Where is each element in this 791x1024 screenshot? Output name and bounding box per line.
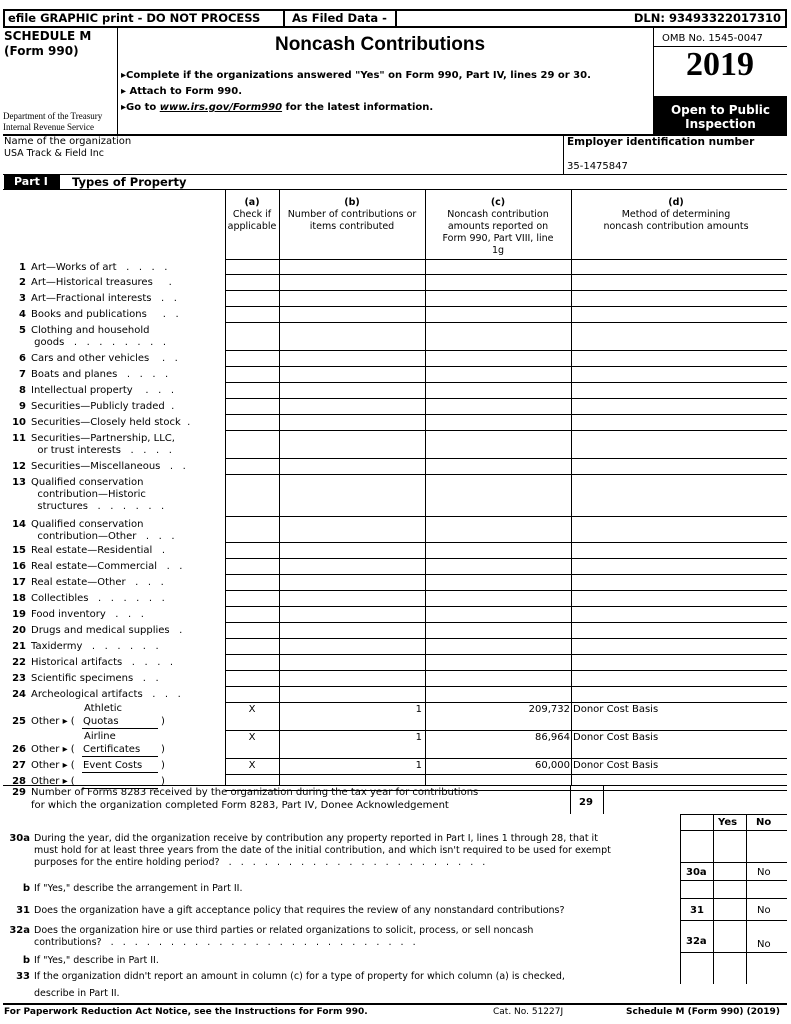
instruction-complete: ▸Complete if the organizations answered "Yes" on Form 990, Part IV, lines 29 or 30.	[121, 70, 591, 81]
row-5-col-a-cell[interactable]	[226, 323, 278, 349]
row-16-col-d-cell[interactable]	[572, 559, 786, 573]
row-17-col-b-cell[interactable]	[280, 575, 424, 589]
row-number: 2	[19, 277, 26, 288]
footer-notice: For Paperwork Reduction Act Notice, see the Instructions for Form 990.	[4, 1007, 368, 1017]
row-10-col-b-cell[interactable]	[280, 415, 424, 429]
row-23-col-c-cell[interactable]	[426, 671, 570, 685]
q31-box-label: 31	[690, 905, 704, 916]
row-15-col-c-cell[interactable]	[426, 543, 570, 557]
row-12-col-d-cell[interactable]	[572, 459, 786, 473]
row-label: Collectibles . . . . . .	[31, 593, 165, 604]
q32a-box-label: 32a	[686, 936, 707, 947]
row-17-col-c-cell[interactable]	[426, 575, 570, 589]
row-label: Archeological artifacts . . .	[31, 689, 181, 700]
q32a-text-2: contributions? . . . . . . . . . . . . . . . . . . . . . . . . . .	[34, 937, 416, 948]
row-number: 27	[12, 760, 26, 771]
row-divider	[225, 758, 787, 759]
part-i-title: Types of Property	[72, 175, 187, 189]
row-6-col-c-cell[interactable]	[426, 351, 570, 365]
row-number: 21	[12, 641, 26, 652]
row-7-col-a-cell[interactable]	[226, 367, 278, 381]
irs-form990-link[interactable]: www.irs.gov/Form990	[159, 102, 283, 113]
row-24-col-c-cell[interactable]	[426, 687, 570, 701]
row-11-col-c-cell[interactable]	[426, 431, 570, 457]
row-6-col-a-cell[interactable]	[226, 351, 278, 365]
row-9-col-b-cell[interactable]	[280, 399, 424, 413]
row-22-col-a-cell[interactable]	[226, 655, 278, 669]
row-divider	[225, 730, 787, 731]
row-15-col-d-cell[interactable]	[572, 543, 786, 557]
q31-number: 31	[16, 905, 30, 916]
row-27-col-c-amount[interactable]: 60,000	[535, 760, 570, 771]
row-number: 26	[12, 744, 26, 755]
other-close-paren: )	[161, 744, 165, 755]
row-label: Securities—Closely held stock .	[31, 417, 191, 428]
row-10-col-a-cell[interactable]	[226, 415, 278, 429]
row-9-col-d-cell[interactable]	[572, 399, 786, 413]
q32a-number: 32a	[9, 925, 30, 936]
row-4-col-a-cell[interactable]	[226, 307, 278, 321]
part-i-label: Part I	[4, 175, 60, 189]
inspection-label: Inspection	[685, 117, 756, 131]
org-name-label: Name of the organization	[4, 136, 132, 147]
instruction-attach: ▸ Attach to Form 990.	[121, 86, 243, 97]
row-27-col-d-method[interactable]: Donor Cost Basis	[573, 760, 659, 771]
other-description-field[interactable]: Quotas	[82, 716, 158, 729]
row-14-col-a-cell[interactable]	[226, 517, 278, 541]
row-8-col-d-cell[interactable]	[572, 383, 786, 397]
row-number: 12	[12, 461, 26, 472]
row-21-col-a-cell[interactable]	[226, 639, 278, 653]
row-8-col-c-cell[interactable]	[426, 383, 570, 397]
q32b-number: b	[22, 955, 30, 966]
row-number: 7	[19, 369, 26, 380]
row-number: 13	[12, 477, 26, 488]
q30a-answer: No	[757, 867, 771, 878]
row-label: Food inventory . . .	[31, 609, 144, 620]
row-number: 16	[12, 561, 26, 572]
instruction-goto: ▸Go to www.irs.gov/Form990 for the latest information.	[121, 102, 434, 113]
row-18-col-a-cell[interactable]	[226, 591, 278, 605]
row-9-col-a-cell[interactable]	[226, 399, 278, 413]
omb-number: OMB No. 1545-0047	[662, 33, 763, 44]
row-22-col-d-cell[interactable]	[572, 655, 786, 669]
row-number: 15	[12, 545, 26, 556]
dln-label: DLN: 93493322017310	[633, 11, 781, 25]
row-26-col-b-count[interactable]: 1	[415, 732, 422, 743]
row-label: Cars and other vehicles . .	[31, 353, 178, 364]
other-close-paren: )	[161, 776, 165, 787]
other-description-line-1: Airline	[84, 731, 116, 742]
row-12-col-a-cell[interactable]	[226, 459, 278, 473]
ein-label: Employer identification number	[567, 136, 755, 148]
other-description-field[interactable]: Certificates	[82, 744, 158, 757]
q30a-box-label: 30a	[686, 867, 707, 878]
row-24-col-b-cell[interactable]	[280, 687, 424, 701]
row-19-col-a-cell[interactable]	[226, 607, 278, 621]
row-1-col-c-cell[interactable]	[426, 260, 570, 273]
row-8-col-a-cell[interactable]	[226, 383, 278, 397]
row-25-col-b-count[interactable]: 1	[415, 704, 422, 715]
row-26-col-a-checkbox[interactable]: X	[248, 732, 256, 743]
row-19-col-b-cell[interactable]	[280, 607, 424, 621]
row-13-col-b-cell[interactable]	[280, 475, 424, 515]
row-number: 9	[19, 401, 26, 412]
other-label: Other ▸ (	[31, 760, 75, 771]
row-1-col-a-cell[interactable]	[226, 260, 278, 273]
row-label: Real estate—Commercial . .	[31, 561, 183, 572]
q30a-text-3: purposes for the entire holding period? . . . . . . . . . . . . . . . . . . . . . .	[34, 857, 486, 868]
footer-schedule: Schedule M (Form 990) (2019)	[626, 1007, 780, 1017]
row-number: 22	[12, 657, 26, 668]
row-label: Clothing and household goods . . . . . . . .	[31, 325, 167, 348]
row-25-col-d-method[interactable]: Donor Cost Basis	[573, 704, 659, 715]
row-27-col-b-count[interactable]: 1	[415, 760, 422, 771]
row-4-col-c-cell[interactable]	[426, 307, 570, 321]
row-label: Securities—Miscellaneous . .	[31, 461, 186, 472]
col-d-header: (d) Method of determining noncash contribution amounts	[603, 197, 749, 232]
q31-text: Does the organization have a gift acceptance policy that requires the review of any nonstandard contributions?	[34, 905, 565, 916]
row-14-col-d-cell[interactable]	[572, 517, 786, 541]
row-7-col-b-cell[interactable]	[280, 367, 424, 381]
row-5-col-b-cell[interactable]	[280, 323, 424, 349]
no-header: No	[756, 817, 772, 828]
row-number: 11	[12, 433, 26, 444]
row-label: Historical artifacts . . . .	[31, 657, 174, 668]
row-6-col-b-cell[interactable]	[280, 351, 424, 365]
footer-cat-no: Cat. No. 51227J	[493, 1007, 564, 1017]
row-23-col-a-cell[interactable]	[226, 671, 278, 685]
row-17-col-a-cell[interactable]	[226, 575, 278, 589]
row-26-col-c-amount[interactable]: 86,964	[535, 732, 570, 743]
row-label: Scientific specimens . .	[31, 673, 159, 684]
row-2-col-b-cell[interactable]	[280, 275, 424, 289]
row-7-col-d-cell[interactable]	[572, 367, 786, 381]
row-16-col-b-cell[interactable]	[280, 559, 424, 573]
row-number: 23	[12, 673, 26, 684]
other-close-paren: )	[161, 760, 165, 771]
row-1-col-d-cell[interactable]	[572, 260, 786, 273]
row-21-col-d-cell[interactable]	[572, 639, 786, 653]
q30a-number: 30a	[9, 833, 30, 844]
row-16-col-c-cell[interactable]	[426, 559, 570, 573]
line-29-number: 29	[12, 787, 26, 798]
row-10-col-c-cell[interactable]	[426, 415, 570, 429]
row-24-col-d-cell[interactable]	[572, 687, 786, 701]
row-label: Art—Works of art . . . .	[31, 262, 168, 273]
row-18-col-d-cell[interactable]	[572, 591, 786, 605]
tax-year: 2019	[686, 46, 754, 83]
row-number: 17	[12, 577, 26, 588]
row-21-col-b-cell[interactable]	[280, 639, 424, 653]
row-9-col-c-cell[interactable]	[426, 399, 570, 413]
row-label: Art—Historical treasures .	[31, 277, 172, 288]
yes-header: Yes	[718, 817, 738, 828]
row-number: 3	[19, 293, 26, 304]
row-13-col-a-cell[interactable]	[226, 475, 278, 515]
other-close-paren: )	[161, 716, 165, 727]
q33-number: 33	[16, 971, 30, 982]
row-divider	[225, 774, 787, 775]
row-2-col-d-cell[interactable]	[572, 275, 786, 289]
row-number: 19	[12, 609, 26, 620]
row-12-col-b-cell[interactable]	[280, 459, 424, 473]
ein-value: 35-1475847	[567, 161, 628, 172]
row-18-col-b-cell[interactable]	[280, 591, 424, 605]
line-29-text-1: Number of Forms 8283 received by the organization during the tax year for contributions	[31, 787, 479, 798]
other-label: Other ▸ (	[31, 744, 75, 755]
row-label: Boats and planes . . . .	[31, 369, 169, 380]
row-13-col-c-cell[interactable]	[426, 475, 570, 515]
row-divider	[225, 702, 787, 703]
row-3-col-a-cell[interactable]	[226, 291, 278, 305]
row-11-col-d-cell[interactable]	[572, 431, 786, 457]
row-20-col-a-cell[interactable]	[226, 623, 278, 637]
row-23-col-d-cell[interactable]	[572, 671, 786, 685]
efile-label: efile GRAPHIC print - DO NOT PROCESS	[5, 11, 285, 26]
row-20-col-c-cell[interactable]	[426, 623, 570, 637]
row-number: 5	[19, 325, 26, 336]
row-1-col-b-cell[interactable]	[280, 260, 424, 273]
row-4-col-b-cell[interactable]	[280, 307, 424, 321]
other-description-line-1: Athletic	[84, 703, 123, 714]
row-5-col-d-cell[interactable]	[572, 323, 786, 349]
other-label: Other ▸ (	[31, 776, 75, 787]
filed-label: As Filed Data -	[289, 11, 397, 26]
row-10-col-d-cell[interactable]	[572, 415, 786, 429]
row-24-col-a-cell[interactable]	[226, 687, 278, 701]
row-8-col-b-cell[interactable]	[280, 383, 424, 397]
row-label: Securities—Publicly traded .	[31, 401, 175, 412]
row-11-col-b-cell[interactable]	[280, 431, 424, 457]
row-11-col-a-cell[interactable]	[226, 431, 278, 457]
row-15-col-a-cell[interactable]	[226, 543, 278, 557]
efile-header-bar	[3, 9, 787, 28]
row-12-col-c-cell[interactable]	[426, 459, 570, 473]
row-19-col-c-cell[interactable]	[426, 607, 570, 621]
row-label: Real estate—Residential .	[31, 545, 166, 556]
row-13-col-d-cell[interactable]	[572, 475, 786, 515]
row-20-col-b-cell[interactable]	[280, 623, 424, 637]
row-17-col-d-cell[interactable]	[572, 575, 786, 589]
q30b-number: b	[22, 883, 30, 894]
row-18-col-c-cell[interactable]	[426, 591, 570, 605]
row-22-col-b-cell[interactable]	[280, 655, 424, 669]
q30b-text: If "Yes," describe the arrangement in Part II.	[34, 883, 243, 894]
row-number: 14	[12, 519, 26, 530]
org-name: USA Track & Field Inc	[4, 148, 104, 159]
irs-label: Internal Revenue Service	[3, 122, 94, 132]
q32a-text-1: Does the organization hire or use third parties or related organizations to solicit, process, or sell noncash	[34, 925, 534, 936]
other-description-field[interactable]: Event Costs	[82, 760, 158, 773]
row-4-col-d-cell[interactable]	[572, 307, 786, 321]
row-label: Intellectual property . . .	[31, 385, 175, 396]
row-19-col-d-cell[interactable]	[572, 607, 786, 621]
q31-answer: No	[757, 905, 771, 916]
row-label: Taxidermy . . . . . .	[31, 641, 159, 652]
line-29-text-2: for which the organization completed Form 8283, Part IV, Donee Acknowledgement	[31, 800, 449, 811]
col-b-header: (b) Number of contributions or items contributed	[287, 197, 417, 232]
row-22-col-c-cell[interactable]	[426, 655, 570, 669]
line-29-box-label: 29	[579, 797, 593, 808]
row-number: 28	[12, 776, 26, 787]
row-3-col-d-cell[interactable]	[572, 291, 786, 305]
q33-text-2: describe in Part II.	[34, 988, 120, 999]
row-25-col-a-checkbox[interactable]: X	[248, 704, 256, 715]
row-label: Real estate—Other . . .	[31, 577, 164, 588]
row-number: 25	[12, 716, 26, 727]
row-15-col-b-cell[interactable]	[280, 543, 424, 557]
row-14-col-c-cell[interactable]	[426, 517, 570, 541]
q32a-answer: No	[757, 939, 771, 950]
row-number: 4	[19, 309, 26, 320]
row-label: Qualified conservation contribution—Historic structures . . . . . .	[31, 477, 165, 512]
col-a-header: (a) Check if applicable	[227, 197, 277, 232]
row-2-col-c-cell[interactable]	[426, 275, 570, 289]
row-5-col-c-cell[interactable]	[426, 323, 570, 349]
row-number: 18	[12, 593, 26, 604]
row-23-col-b-cell[interactable]	[280, 671, 424, 685]
row-3-col-b-cell[interactable]	[280, 291, 424, 305]
row-number: 8	[19, 385, 26, 396]
form-ref: (Form 990)	[4, 44, 79, 58]
row-label: Art—Fractional interests . .	[31, 293, 177, 304]
dept-label: Department of the Treasury	[3, 111, 103, 121]
row-2-col-a-cell[interactable]	[226, 275, 278, 289]
row-label: Securities—Partnership, LLC, or trust interests . . . .	[31, 433, 175, 456]
row-21-col-c-cell[interactable]	[426, 639, 570, 653]
row-3-col-c-cell[interactable]	[426, 291, 570, 305]
row-16-col-a-cell[interactable]	[226, 559, 278, 573]
row-label: Drugs and medical supplies .	[31, 625, 183, 636]
row-label: Books and publications . .	[31, 309, 179, 320]
schedule-label: SCHEDULE M	[4, 29, 92, 43]
other-label: Other ▸ (	[31, 716, 75, 727]
row-20-col-d-cell[interactable]	[572, 623, 786, 637]
row-25-col-c-amount[interactable]: 209,732	[528, 704, 570, 715]
row-number: 20	[12, 625, 26, 636]
row-26-col-d-method[interactable]: Donor Cost Basis	[573, 732, 659, 743]
col-c-header: (c) Noncash contribution amounts reported on Form 990, Part VIII, line 1g	[442, 197, 554, 256]
row-14-col-b-cell[interactable]	[280, 517, 424, 541]
row-7-col-c-cell[interactable]	[426, 367, 570, 381]
row-number: 1	[19, 262, 26, 273]
form-title: Noncash Contributions	[274, 34, 486, 55]
row-number: 24	[12, 689, 26, 700]
row-number: 6	[19, 353, 26, 364]
q30a-text-1: During the year, did the organization receive by contribution any property reported in Part I, lines 1 through 28, that it	[34, 833, 598, 844]
q33-text-1: If the organization didn't report an amount in column (c) for a type of property for which column (a) is checked,	[34, 971, 565, 982]
q32b-text: If "Yes," describe in Part II.	[34, 955, 159, 966]
row-27-col-a-checkbox[interactable]: X	[248, 760, 256, 771]
row-label: Qualified conservation contribution—Other . . .	[31, 519, 175, 542]
open-to-public-box	[654, 96, 787, 134]
q30a-text-2: must hold for at least three years from the date of the initial contribution, and which isn't required to be used for exempt	[34, 845, 611, 856]
open-to-public-label: Open to Public	[670, 103, 771, 117]
row-6-col-d-cell[interactable]	[572, 351, 786, 365]
row-number: 10	[12, 417, 26, 428]
